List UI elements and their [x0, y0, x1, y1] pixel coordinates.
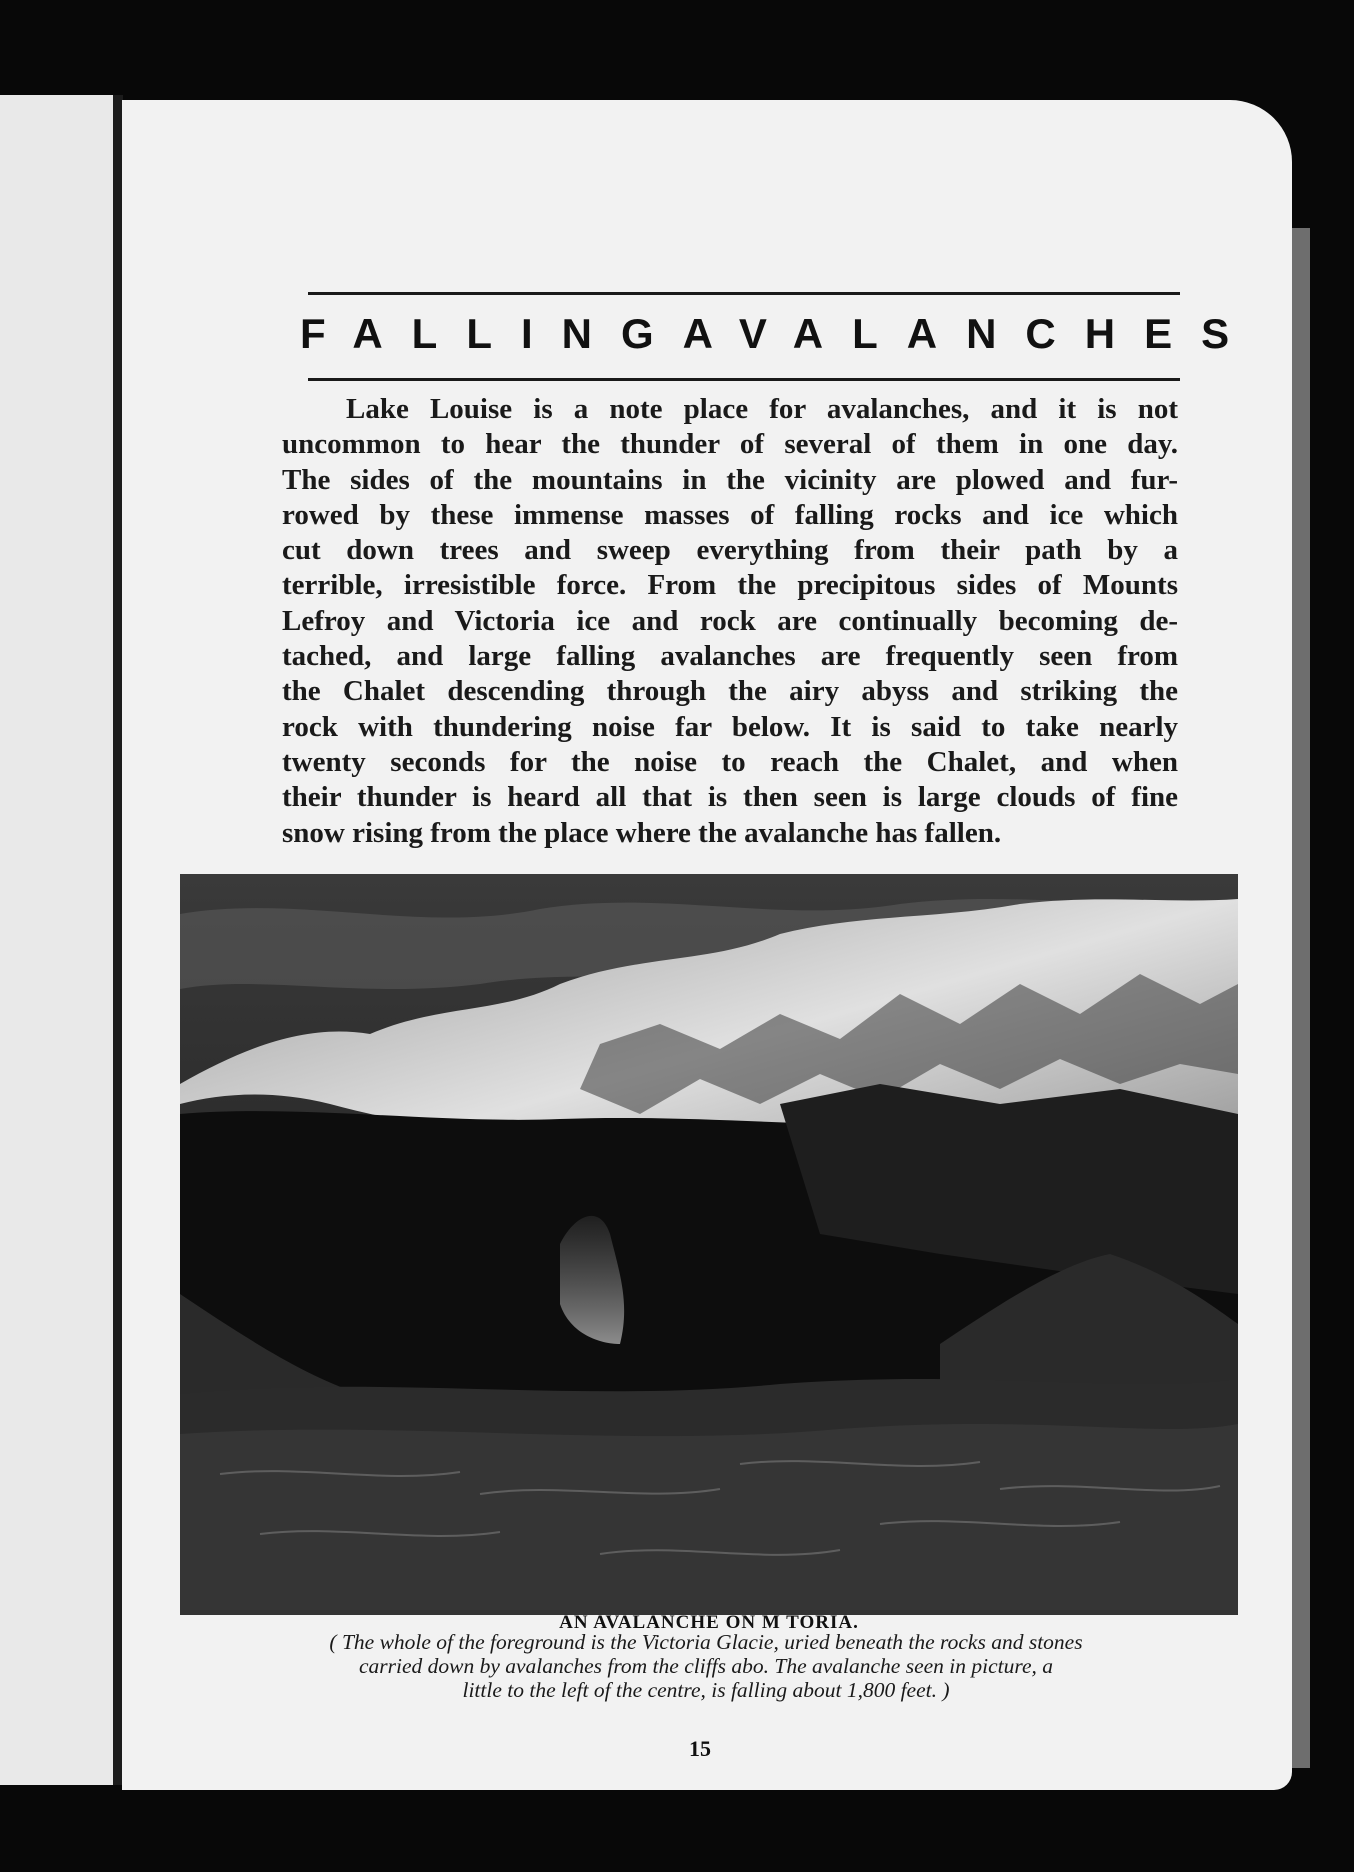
body-line: their thunder is heard all that is then seen is large clouds of fine	[282, 781, 1178, 814]
page-number: 15	[689, 1736, 711, 1761]
body-line: snow rising from the place where the avalanche has fallen.	[282, 816, 1002, 849]
body-line: Lefroy and Victoria ice and rock are continually becoming de-	[282, 604, 1178, 637]
page-binding-edge	[1292, 228, 1310, 1768]
title-word-1: FALLING	[300, 310, 683, 357]
note-line: little to the left of the centre, is falling about 1,800 feet. )	[462, 1678, 950, 1702]
body-line: rowed by these immense masses of falling rocks and ice which	[282, 498, 1178, 531]
body-line: terrible, irresistible force. From the precipitous sides of Mounts	[282, 569, 1178, 602]
body-line: tached, and large falling avalanches are frequently seen from	[282, 640, 1178, 673]
body-line: the Chalet descending through the airy abyss and striking the	[282, 675, 1178, 708]
title-rule-top	[308, 292, 1180, 295]
article-body	[282, 392, 1178, 851]
body-line: uncommon to hear the thunder of several of them in one day.	[282, 428, 1178, 461]
avalanche-illustration	[180, 874, 1238, 1610]
title-rule-bottom	[308, 378, 1180, 381]
note-line: carried down by avalanches from the cliffs abo. The avalanche seen in picture, a	[358, 1654, 1054, 1678]
left-page-edge	[0, 95, 120, 1785]
title-word-2: AVALANCHES	[682, 310, 1259, 357]
photo-note	[186, 1630, 1226, 1702]
avalanche-photo	[180, 874, 1238, 1615]
body-line: cut down trees and sweep everything from their path by a	[282, 534, 1178, 567]
page-title	[300, 302, 1259, 366]
body-line: Lake Louise is a note place for avalanches, and it is not	[346, 393, 1178, 425]
note-line: ( The whole of the foreground is the Victoria Glacie, uried beneath the rocks and stones	[329, 1630, 1083, 1654]
photo-caption: AN AVALANCHE ON M TORIA.	[559, 1612, 859, 1633]
body-line: twenty seconds for the noise to reach the Chalet, and when	[282, 745, 1178, 778]
body-line: rock with thundering noise far below. It is said to take nearly	[282, 710, 1178, 743]
body-line: The sides of the mountains in the vicinity are plowed and fur-	[282, 463, 1178, 496]
